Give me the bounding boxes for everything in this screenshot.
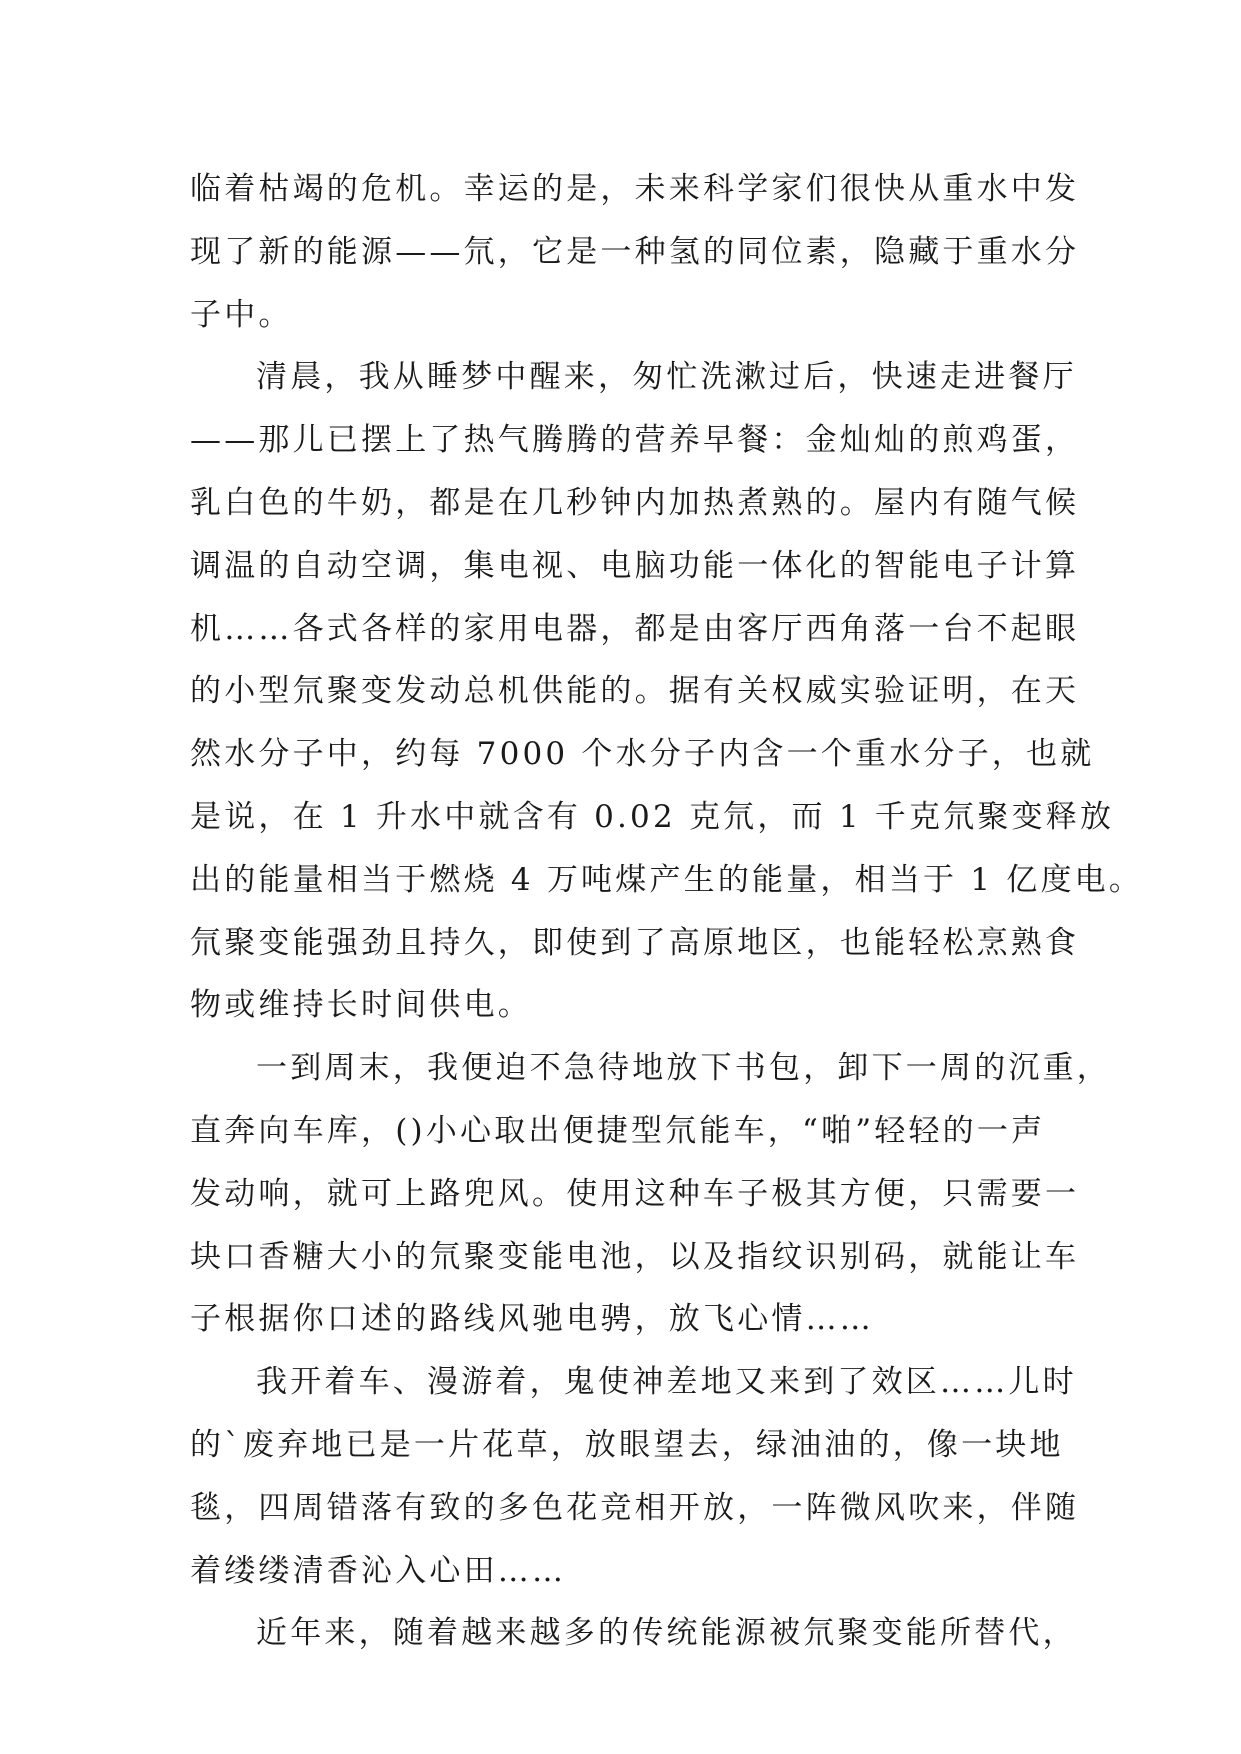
text-line: 子根据你口述的路线风驰电骋，放飞心情…… — [190, 1301, 874, 1338]
text-line: ——那儿已摆上了热气腾腾的营养早餐：金灿灿的煎鸡蛋， — [190, 422, 1080, 459]
text-line: 调温的自动空调，集电视、电脑功能一体化的智能电子计算 — [190, 547, 1080, 584]
text-line: 子中。 — [190, 296, 293, 333]
text-line: 毯，四周错落有致的多色花竞相开放，一阵微风吹来，伴随 — [190, 1489, 1080, 1526]
body-text — [190, 158, 1144, 1665]
text-line: 出的能量相当于燃烧 4 万吨煤产生的能量，相当于 1 亿度电。 — [190, 861, 1144, 898]
text-line: 是说，在 1 升水中就含有 0.02 克氘，而 1 千克氘聚变释放 — [190, 798, 1115, 835]
text-line: 物或维持长时间供电。 — [190, 987, 532, 1024]
text-line: 机……各式各样的家用电器，都是由客厅西角落一台不起眼 — [190, 610, 1080, 647]
text-line: 的`废弃地已是一片花草，放眼望去，绿油油的，像一块地 — [190, 1426, 1064, 1463]
text-line: 发动响，就可上路兜风。使用这种车子极其方便，只需要一 — [190, 1175, 1080, 1212]
text-line: 的小型氘聚变发动总机供能的。据有关权威实验证明，在天 — [190, 673, 1080, 710]
paragraph-first-line: 近年来，随着越来越多的传统能源被氘聚变能所替代， — [256, 1615, 1077, 1652]
text-line: 块口香糖大小的氘聚变能电池，以及指纹识别码，就能让车 — [190, 1238, 1080, 1275]
text-line: 氘聚变能强劲且持久，即使到了高原地区，也能轻松烹熟食 — [190, 924, 1080, 961]
text-line: 然水分子中，约每 7000 个水分子内含一个重水分子，也就 — [190, 736, 1095, 773]
text-line: 临着枯竭的危机。幸运的是，未来科学家们很快从重水中发 — [190, 171, 1080, 207]
paragraph-first-line: 一到周末，我便迫不急待地放下书包，卸下一周的沉重， — [256, 1050, 1111, 1087]
text-line: 乳白色的牛奶，都是在几秒钟内加热煮熟的。屋内有随气候 — [190, 484, 1080, 521]
text-line: 直奔向车库，()小心取出便捷型氘能车，“啪”轻轻的一声 — [190, 1112, 1046, 1149]
text-line: 着缕缕清香沁入心田…… — [190, 1552, 567, 1589]
text-line: 现了新的能源——氘，它是一种氢的同位素，隐藏于重水分 — [190, 233, 1080, 270]
paragraph-first-line: 我开着车、漫游着，鬼使神差地又来到了效区……儿时 — [256, 1364, 1077, 1401]
paragraph-first-line: 清晨，我从睡梦中醒来，匆忙洗漱过后，快速走进餐厅 — [256, 359, 1077, 396]
